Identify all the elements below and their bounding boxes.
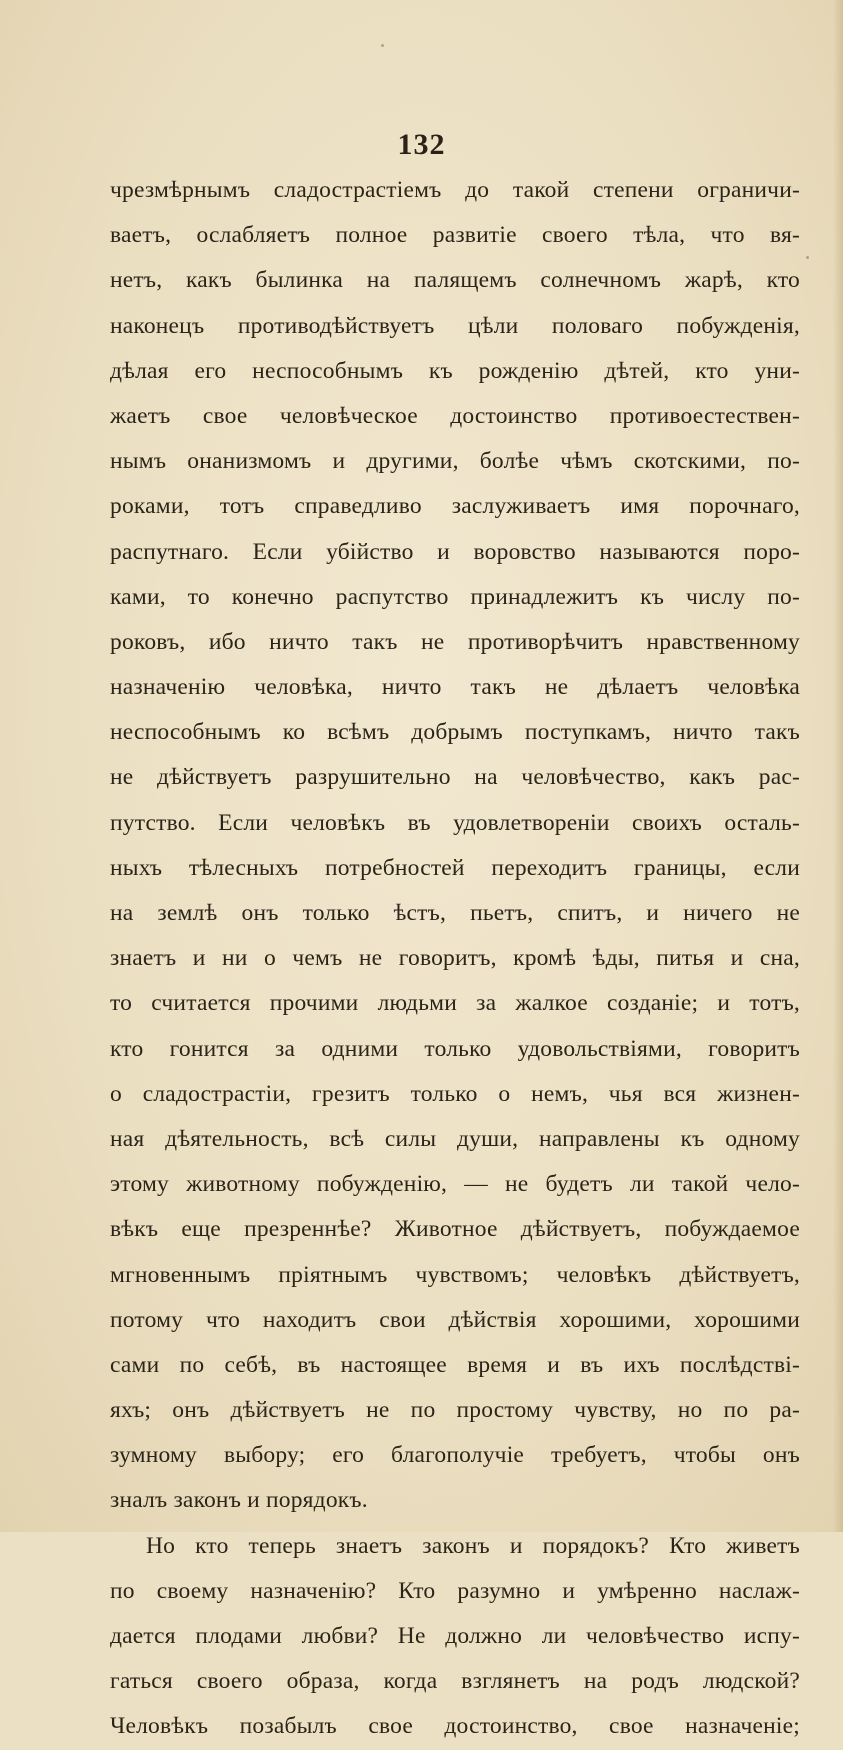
text-line: неспособнымъ ко всѣмъ добрымъ поступкамъ, ничто такъ	[110, 719, 800, 746]
paragraph-start-line: Но кто теперь знаетъ законъ и порядокъ? Кто живетъ	[146, 1532, 800, 1559]
paper-speck	[381, 44, 384, 47]
text-line: зумному выбору; его благополучіе требуетъ, чтобы онъ	[110, 1442, 800, 1469]
text-line: распутнаго. Если убійство и воровство называются поро-	[110, 538, 800, 565]
text-line: кто гонится за одними только удовольствіями, говоритъ	[110, 1035, 800, 1062]
text-line: этому животному побужденію, — не будетъ ли такой чело-	[110, 1171, 800, 1198]
text-line: сами по себѣ, въ настоящее время и въ ихъ послѣдстві-	[110, 1351, 800, 1378]
text-line: то считается прочими людьми за жалкое созданіе; и тотъ,	[110, 990, 800, 1017]
text-line: ная дѣятельность, всѣ силы души, направлены къ одному	[110, 1125, 800, 1152]
text-line: потому что находитъ свои дѣйствія хорошими, хорошими	[110, 1306, 800, 1333]
page-number: 132	[397, 128, 446, 161]
text-line: знаетъ и ни о чемъ не говоритъ, кромѣ ѣды, питья и сна,	[110, 945, 800, 972]
text-line: о сладострастіи, грезитъ только о немъ, чья вся жизнен-	[110, 1080, 800, 1107]
text-line: наконецъ противодѣйствуетъ цѣли половаго побужденія,	[110, 312, 800, 339]
paper-speck	[806, 256, 809, 259]
text-line: нымъ онанизмомъ и другими, болѣе чѣмъ скотскими, по-	[110, 448, 800, 475]
paragraph-end-line: зналъ законъ и порядокъ.	[110, 1487, 368, 1514]
text-line: дѣлая его неспособнымъ къ рожденію дѣтей, кто уни-	[110, 357, 800, 384]
text-line: мгновеннымъ пріятнымъ чувствомъ; человѣкъ дѣйствуетъ,	[110, 1261, 800, 1288]
text-line: жаетъ свое человѣческое достоинство противоестествен-	[110, 402, 800, 429]
text-line: гаться своего образа, когда взглянетъ на родъ людской?	[110, 1668, 800, 1695]
text-line: ками, то конечно распутство принадлежитъ къ числу по-	[110, 583, 800, 610]
text-line: путство. Если человѣкъ въ удовлетвореніи своихъ осталь-	[110, 809, 800, 836]
text-line: по своему назначенію? Кто разумно и умѣренно наслаж-	[110, 1577, 800, 1604]
text-line: Человѣкъ позабылъ свое достоинство, свое назначеніе;	[110, 1713, 800, 1740]
body-text	[110, 168, 800, 1750]
text-line: роками, тотъ справедливо заслуживаетъ имя порочнаго,	[110, 493, 800, 520]
text-line: дается плодами любви? Не должно ли человѣчество испу-	[110, 1623, 800, 1649]
text-line: чрезмѣрнымъ сладострастіемъ до такой степени ограничи-	[110, 177, 800, 203]
text-line: вѣкъ еще презреннѣе? Животное дѣйствуетъ, побуждаемое	[110, 1216, 800, 1243]
text-line: на землѣ онъ только ѣстъ, пьетъ, спитъ, и ничего не	[110, 900, 800, 926]
text-line: нетъ, какъ былинка на палящемъ солнечномъ жарѣ, кто	[110, 267, 800, 294]
text-line: ваетъ, ослабляетъ полное развитіе своего тѣла, что вя-	[110, 222, 800, 249]
text-line: роковъ, ибо ничто такъ не противорѣчитъ нравственному	[110, 628, 800, 655]
text-line: ныхъ тѣлесныхъ потребностей переходитъ границы, если	[110, 854, 800, 881]
text-line: не дѣйствуетъ разрушительно на человѣчество, какъ рас-	[110, 764, 800, 791]
page-edge-shadow	[833, 0, 843, 1532]
text-line: назначенію человѣка, ничто такъ не дѣлаетъ человѣка	[110, 674, 800, 701]
text-line: яхъ; онъ дѣйствуетъ не по простому чувству, но по ра-	[110, 1397, 800, 1424]
